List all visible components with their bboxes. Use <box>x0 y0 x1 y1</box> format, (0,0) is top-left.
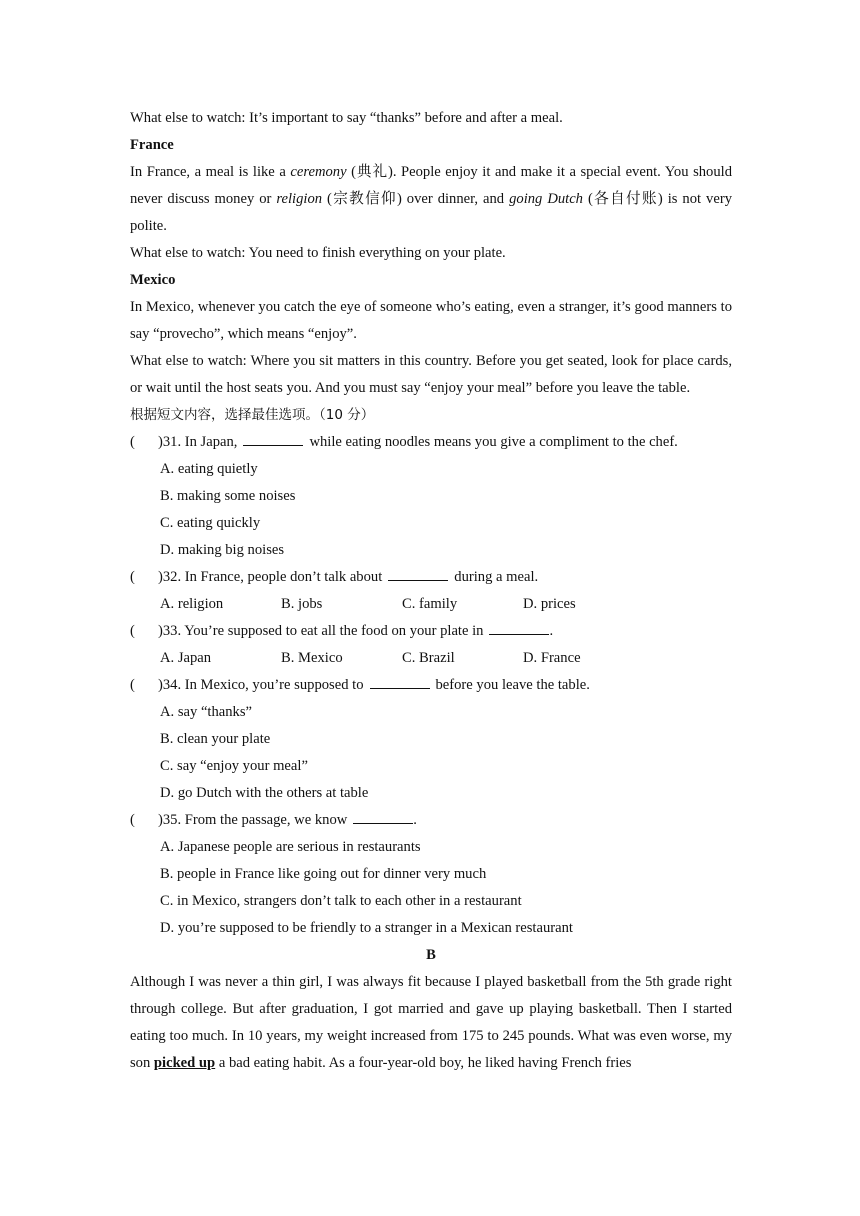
option-35-b: B. people in France like going out for dinner very much <box>160 866 487 882</box>
question-32 <box>130 564 732 591</box>
question-31 <box>130 429 732 456</box>
option-32-c: C. family <box>402 596 458 612</box>
options-row-32 <box>160 591 732 618</box>
option-31-d: D. making big noises <box>160 542 285 558</box>
option-32-d: D. prices <box>523 596 576 612</box>
mexico-paragraph: In Mexico, whenever you catch the eye of someone who’s eating, even a stranger, it’s good manners to say “provecho”, which means “enjoy”. <box>130 299 732 342</box>
option-31-a: A. eating quietly <box>160 461 258 477</box>
option-34-a: A. say “thanks” <box>160 704 252 720</box>
question-text-post: . <box>549 623 554 639</box>
option-31-b: B. making some noises <box>160 488 296 504</box>
section-b-heading: B <box>426 947 436 963</box>
france-text-3: (宗教信仰) over dinner, and <box>322 191 510 207</box>
mexico-heading: Mexico <box>130 272 176 288</box>
answer-blank <box>388 566 448 581</box>
answer-blank <box>489 620 549 635</box>
france-watch-line: What else to watch: You need to finish everything on your plate. <box>130 245 506 261</box>
option-35-a: A. Japanese people are serious in restaurants <box>160 839 421 855</box>
intro-watch-line: What else to watch: It’s important to say “thanks” before and after a meal. <box>130 110 563 126</box>
question-text-pre: )34. In Mexico, you’re supposed to <box>158 677 364 693</box>
question-text-pre: )32. In France, people don’t talk about <box>158 569 383 585</box>
option-34-d: D. go Dutch with the others at table <box>160 785 369 801</box>
question-text-pre: )35. From the passage, we know <box>158 812 348 828</box>
option-35-d: D. you’re supposed to be friendly to a stranger in a Mexican restaurant <box>160 920 573 936</box>
option-33-c: C. Brazil <box>402 650 455 666</box>
option-33-d: D. France <box>523 650 581 666</box>
answer-paren: ( <box>130 623 135 639</box>
option-34-b: B. clean your plate <box>160 731 271 747</box>
answer-blank <box>243 431 303 446</box>
question-35 <box>130 807 732 834</box>
word-going-dutch: going Dutch <box>509 191 583 207</box>
france-text-2: (典礼). People enjoy it and make it a special event. You should never discuss money or <box>130 164 733 207</box>
france-text-4: (各自付账) is not very polite. <box>130 191 732 234</box>
mexico-watch-paragraph: What else to watch: Where you sit matters in this country. Before you get seated, look for place cards, or wait until the host seats you. And you must say “enjoy your meal” before you leave the table. <box>130 353 732 396</box>
question-text-post: before you leave the table. <box>435 677 590 693</box>
answer-paren: ( <box>130 812 135 828</box>
option-32-a: A. religion <box>160 596 224 612</box>
document-page <box>130 105 732 1077</box>
option-33-b: B. Mexico <box>281 650 343 666</box>
question-instruction: 根据短文内容，选择最佳选项。（10 分） <box>130 407 375 423</box>
question-text-pre: )33. You’re supposed to eat all the food on your plate in <box>158 623 484 639</box>
question-34 <box>130 672 732 699</box>
option-33-a: A. Japan <box>160 650 212 666</box>
answer-blank <box>370 674 430 689</box>
question-text-post: . <box>413 812 417 828</box>
option-34-c: C. say “enjoy your meal” <box>160 758 308 774</box>
option-35-c: C. in Mexico, strangers don’t talk to each other in a restaurant <box>160 893 522 909</box>
word-ceremony: ceremony <box>290 164 347 180</box>
france-heading: France <box>130 137 174 153</box>
question-33 <box>130 618 732 645</box>
options-row-33 <box>160 645 732 672</box>
france-text-1: In France, a meal is like a <box>130 164 291 180</box>
section-b-text-2: a bad eating habit. As a four-year-old boy, he liked having French fries <box>215 1055 632 1071</box>
answer-blank <box>353 809 413 824</box>
phrase-picked-up: picked up <box>153 1055 216 1071</box>
answer-paren: ( <box>130 677 135 693</box>
option-32-b: B. jobs <box>281 596 323 612</box>
question-text-post: during a meal. <box>454 569 539 585</box>
answer-paren: ( <box>130 434 135 450</box>
section-b-paragraph <box>130 969 732 1077</box>
option-31-c: C. eating quickly <box>160 515 261 531</box>
answer-paren: ( <box>130 569 135 585</box>
section-b-text-1: Although I was never a thin girl, I was always fit because I played basketball from the 5th grade right through college. But after graduation, I got married and gave up playing basketball. Then I started eating too much. In 10 years, my weight increased from 175 to 245 pounds. What was even worse, my son <box>130 974 732 1071</box>
word-religion: religion <box>276 191 323 207</box>
france-paragraph <box>130 159 732 240</box>
question-text-post: while eating noodles means you give a compliment to the chef. <box>309 434 678 450</box>
question-text-pre: )31. In Japan, <box>158 434 238 450</box>
